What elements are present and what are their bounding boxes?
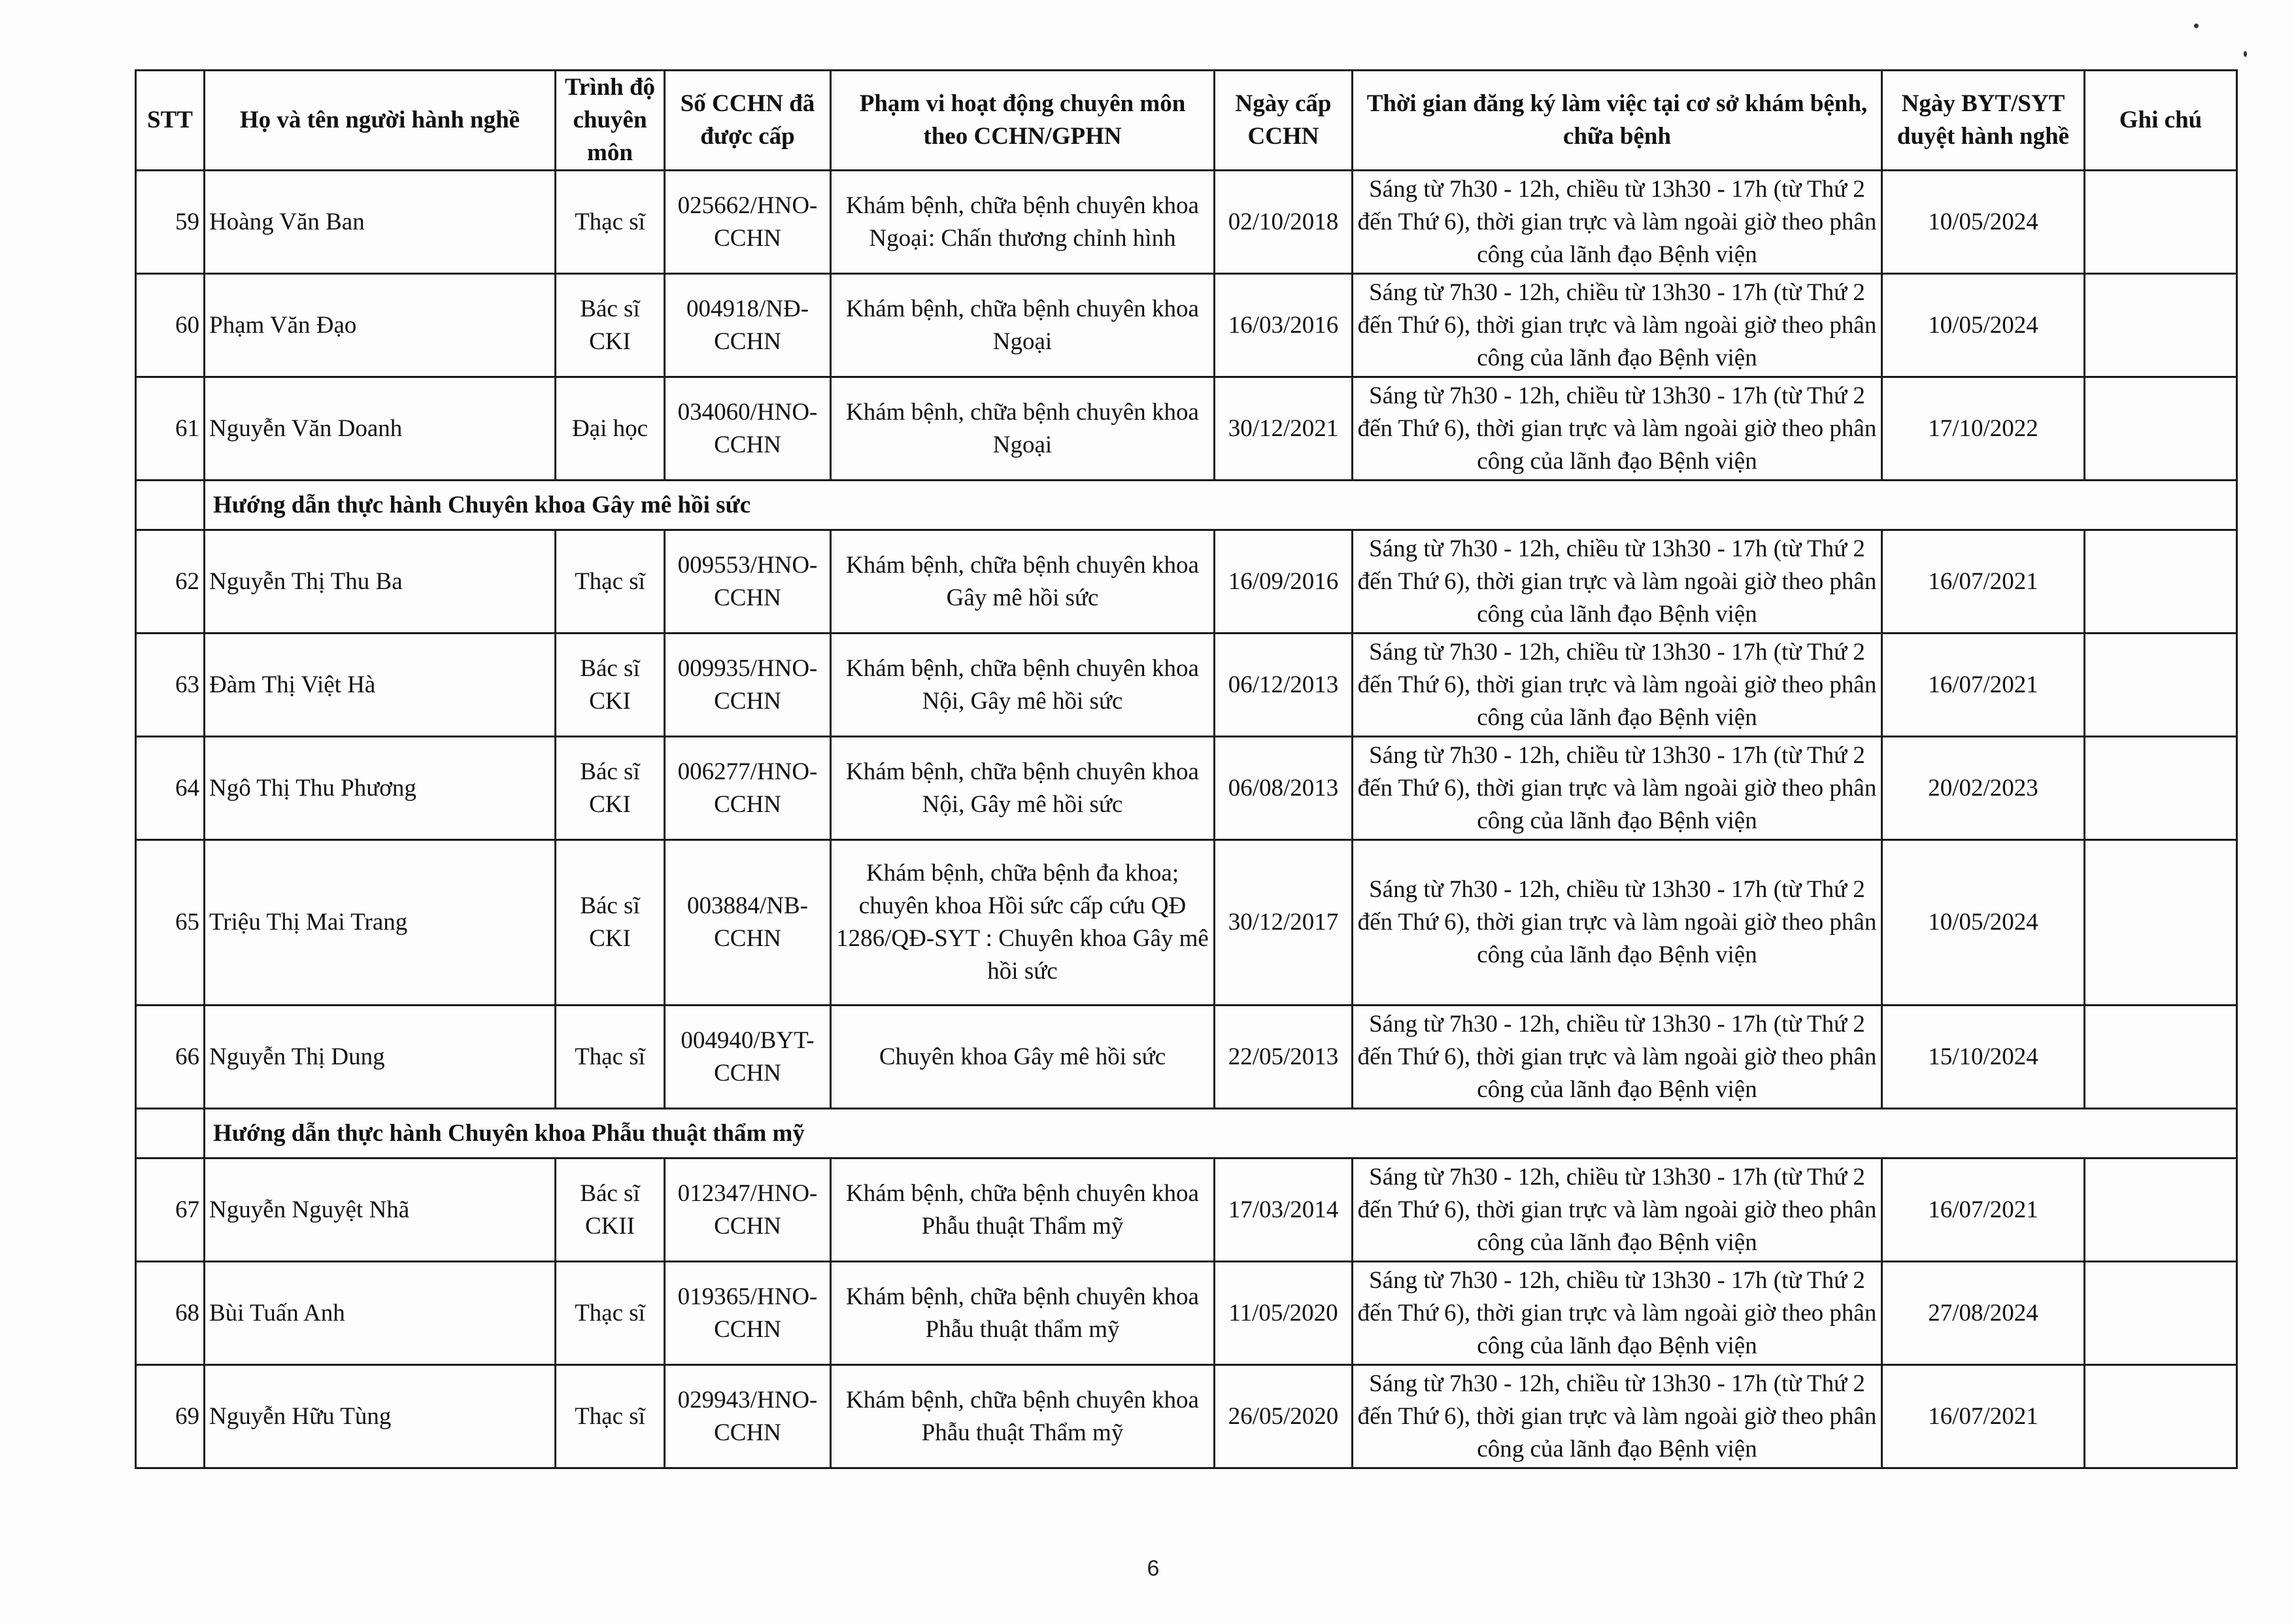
cell-schedule: Sáng từ 7h30 - 12h, chiều từ 13h30 - 17h (từ Thứ 2 đến Thứ 6), thời gian trực và làm ngoài giờ theo phân công của lãnh đạo Bệnh viện — [1353, 737, 1882, 840]
cell-name: Ngô Thị Thu Phương — [205, 737, 556, 840]
cell-issue-date: 26/05/2020 — [1215, 1365, 1353, 1468]
cell-approval-date: 10/05/2024 — [1882, 274, 2085, 377]
table-row — [136, 840, 2237, 1006]
table-row — [136, 274, 2237, 377]
cell-scope: Khám bệnh, chữa bệnh chuyên khoa Ngoại — [831, 274, 1215, 377]
cell-name: Bùi Tuấn Anh — [205, 1262, 556, 1365]
cell-note — [2085, 530, 2237, 634]
table-header — [136, 71, 2237, 171]
cell-license-no: 025662/HNO-CCHN — [665, 171, 831, 274]
header-name: Họ và tên người hành nghề — [205, 71, 556, 171]
cell-level: Thạc sĩ — [556, 1365, 665, 1468]
cell-scope: Khám bệnh, chữa bệnh chuyên khoa Gây mê hồi sức — [831, 530, 1215, 634]
cell-approval-date: 27/08/2024 — [1882, 1262, 2085, 1365]
cell-license-no: 009553/HNO-CCHN — [665, 530, 831, 634]
cell-note — [2085, 171, 2237, 274]
cell-schedule: Sáng từ 7h30 - 12h, chiều từ 13h30 - 17h (từ Thứ 2 đến Thứ 6), thời gian trực và làm ngoài giờ theo phân công của lãnh đạo Bệnh viện — [1353, 1365, 1882, 1468]
cell-issue-date: 11/05/2020 — [1215, 1262, 1353, 1365]
cell-schedule: Sáng từ 7h30 - 12h, chiều từ 13h30 - 17h (từ Thứ 2 đến Thứ 6), thời gian trực và làm ngoài giờ theo phân công của lãnh đạo Bệnh viện — [1353, 274, 1882, 377]
table-row — [136, 1159, 2237, 1262]
scan-speck — [2244, 51, 2247, 57]
cell-stt: 59 — [136, 171, 205, 274]
cell-name: Nguyễn Nguyệt Nhã — [205, 1159, 556, 1262]
cell-stt: 61 — [136, 377, 205, 481]
cell-level: Bác sĩ CKI — [556, 274, 665, 377]
scan-speck — [2194, 24, 2199, 28]
cell-issue-date: 06/12/2013 — [1215, 634, 1353, 737]
cell-name: Nguyễn Văn Doanh — [205, 377, 556, 481]
cell-stt: 68 — [136, 1262, 205, 1365]
section-row — [136, 481, 2237, 530]
section-spacer — [136, 1109, 205, 1159]
cell-stt: 65 — [136, 840, 205, 1006]
cell-stt: 64 — [136, 737, 205, 840]
table-body — [136, 171, 2237, 1468]
cell-level: Bác sĩ CKII — [556, 1159, 665, 1262]
page-number: 6 — [1147, 1556, 1160, 1581]
header-stt: STT — [136, 71, 205, 171]
cell-scope: Khám bệnh, chữa bệnh chuyên khoa Phẫu thuật Thẩm mỹ — [831, 1365, 1215, 1468]
cell-note — [2085, 274, 2237, 377]
cell-name: Phạm Văn Đạo — [205, 274, 556, 377]
cell-stt: 63 — [136, 634, 205, 737]
cell-scope: Khám bệnh, chữa bệnh chuyên khoa Ngoại — [831, 377, 1215, 481]
cell-note — [2085, 1365, 2237, 1468]
cell-scope: Khám bệnh, chữa bệnh chuyên khoa Phẫu thuật thẩm mỹ — [831, 1262, 1215, 1365]
cell-scope: Khám bệnh, chữa bệnh chuyên khoa Nội, Gây mê hồi sức — [831, 737, 1215, 840]
table-row — [136, 634, 2237, 737]
cell-stt: 69 — [136, 1365, 205, 1468]
cell-note — [2085, 1159, 2237, 1262]
cell-level: Bác sĩ CKI — [556, 634, 665, 737]
cell-name: Hoàng Văn Ban — [205, 171, 556, 274]
cell-stt: 62 — [136, 530, 205, 634]
cell-scope: Khám bệnh, chữa bệnh chuyên khoa Nội, Gây mê hồi sức — [831, 634, 1215, 737]
cell-approval-date: 17/10/2022 — [1882, 377, 2085, 481]
cell-approval-date: 20/02/2023 — [1882, 737, 2085, 840]
cell-schedule: Sáng từ 7h30 - 12h, chiều từ 13h30 - 17h (từ Thứ 2 đến Thứ 6), thời gian trực và làm ngoài giờ theo phân công của lãnh đạo Bệnh viện — [1353, 1262, 1882, 1365]
table-row — [136, 1006, 2237, 1109]
section-title: Hướng dẫn thực hành Chuyên khoa Phẫu thuật thẩm mỹ — [205, 1109, 2237, 1159]
cell-approval-date: 16/07/2021 — [1882, 530, 2085, 634]
cell-note — [2085, 737, 2237, 840]
cell-level: Đại học — [556, 377, 665, 481]
cell-license-no: 006277/HNO-CCHN — [665, 737, 831, 840]
cell-approval-date: 10/05/2024 — [1882, 171, 2085, 274]
cell-license-no: 012347/HNO-CCHN — [665, 1159, 831, 1262]
cell-approval-date: 10/05/2024 — [1882, 840, 2085, 1006]
cell-note — [2085, 377, 2237, 481]
cell-schedule: Sáng từ 7h30 - 12h, chiều từ 13h30 - 17h (từ Thứ 2 đến Thứ 6), thời gian trực và làm ngoài giờ theo phân công của lãnh đạo Bệnh viện — [1353, 1006, 1882, 1109]
table-row — [136, 1262, 2237, 1365]
cell-license-no: 029943/HNO-CCHN — [665, 1365, 831, 1468]
header-level: Trình độ chuyên môn — [556, 71, 665, 171]
cell-scope: Khám bệnh, chữa bệnh đa khoa; chuyên khoa Hồi sức cấp cứu QĐ 1286/QĐ-SYT : Chuyên khoa Gây mê hồi sức — [831, 840, 1215, 1006]
header-row — [136, 71, 2237, 171]
cell-level: Thạc sĩ — [556, 1262, 665, 1365]
cell-license-no: 004940/BYT-CCHN — [665, 1006, 831, 1109]
cell-issue-date: 30/12/2017 — [1215, 840, 1353, 1006]
cell-issue-date: 16/03/2016 — [1215, 274, 1353, 377]
table-row — [136, 530, 2237, 634]
cell-approval-date: 16/07/2021 — [1882, 1365, 2085, 1468]
cell-issue-date: 02/10/2018 — [1215, 171, 1353, 274]
cell-name: Nguyễn Thị Thu Ba — [205, 530, 556, 634]
section-spacer — [136, 481, 205, 530]
cell-stt: 67 — [136, 1159, 205, 1262]
cell-approval-date: 16/07/2021 — [1882, 634, 2085, 737]
cell-stt: 60 — [136, 274, 205, 377]
cell-license-no: 003884/NB-CCHN — [665, 840, 831, 1006]
table-row — [136, 171, 2237, 274]
cell-schedule: Sáng từ 7h30 - 12h, chiều từ 13h30 - 17h (từ Thứ 2 đến Thứ 6), thời gian trực và làm ngoài giờ theo phân công của lãnh đạo Bệnh viện — [1353, 1159, 1882, 1262]
cell-issue-date: 22/05/2013 — [1215, 1006, 1353, 1109]
cell-name: Triệu Thị Mai Trang — [205, 840, 556, 1006]
cell-name: Nguyễn Hữu Tùng — [205, 1365, 556, 1468]
table-row — [136, 1365, 2237, 1468]
cell-license-no: 019365/HNO-CCHN — [665, 1262, 831, 1365]
header-license-no: Số CCHN đã được cấp — [665, 71, 831, 171]
cell-scope: Khám bệnh, chữa bệnh chuyên khoa Ngoại: Chấn thương chỉnh hình — [831, 171, 1215, 274]
cell-level: Bác sĩ CKI — [556, 737, 665, 840]
cell-name: Đàm Thị Việt Hà — [205, 634, 556, 737]
cell-issue-date: 30/12/2021 — [1215, 377, 1353, 481]
table-row — [136, 737, 2237, 840]
cell-license-no: 009935/HNO-CCHN — [665, 634, 831, 737]
cell-license-no: 034060/HNO-CCHN — [665, 377, 831, 481]
cell-issue-date: 16/09/2016 — [1215, 530, 1353, 634]
header-issue-date: Ngày cấp CCHN — [1215, 71, 1353, 171]
cell-note — [2085, 1006, 2237, 1109]
cell-name: Nguyễn Thị Dung — [205, 1006, 556, 1109]
cell-scope: Chuyên khoa Gây mê hồi sức — [831, 1006, 1215, 1109]
table-row — [136, 377, 2237, 481]
cell-stt: 66 — [136, 1006, 205, 1109]
practitioner-table — [135, 69, 2238, 1469]
cell-schedule: Sáng từ 7h30 - 12h, chiều từ 13h30 - 17h (từ Thứ 2 đến Thứ 6), thời gian trực và làm ngoài giờ theo phân công của lãnh đạo Bệnh viện — [1353, 377, 1882, 481]
cell-note — [2085, 840, 2237, 1006]
cell-level: Thạc sĩ — [556, 171, 665, 274]
header-schedule: Thời gian đăng ký làm việc tại cơ sở khám bệnh, chữa bệnh — [1353, 71, 1882, 171]
cell-note — [2085, 634, 2237, 737]
cell-issue-date: 17/03/2014 — [1215, 1159, 1353, 1262]
section-title: Hướng dẫn thực hành Chuyên khoa Gây mê hồi sức — [205, 481, 2237, 530]
cell-schedule: Sáng từ 7h30 - 12h, chiều từ 13h30 - 17h (từ Thứ 2 đến Thứ 6), thời gian trực và làm ngoài giờ theo phân công của lãnh đạo Bệnh viện — [1353, 840, 1882, 1006]
cell-schedule: Sáng từ 7h30 - 12h, chiều từ 13h30 - 17h (từ Thứ 2 đến Thứ 6), thời gian trực và làm ngoài giờ theo phân công của lãnh đạo Bệnh viện — [1353, 634, 1882, 737]
cell-schedule: Sáng từ 7h30 - 12h, chiều từ 13h30 - 17h (từ Thứ 2 đến Thứ 6), thời gian trực và làm ngoài giờ theo phân công của lãnh đạo Bệnh viện — [1353, 530, 1882, 634]
section-row — [136, 1109, 2237, 1159]
header-note: Ghi chú — [2085, 71, 2237, 171]
cell-level: Thạc sĩ — [556, 1006, 665, 1109]
cell-approval-date: 15/10/2024 — [1882, 1006, 2085, 1109]
cell-scope: Khám bệnh, chữa bệnh chuyên khoa Phẫu thuật Thẩm mỹ — [831, 1159, 1215, 1262]
cell-issue-date: 06/08/2013 — [1215, 737, 1353, 840]
cell-level: Thạc sĩ — [556, 530, 665, 634]
cell-schedule: Sáng từ 7h30 - 12h, chiều từ 13h30 - 17h (từ Thứ 2 đến Thứ 6), thời gian trực và làm ngoài giờ theo phân công của lãnh đạo Bệnh viện — [1353, 171, 1882, 274]
header-scope: Phạm vi hoạt động chuyên môn theo CCHN/GPHN — [831, 71, 1215, 171]
cell-note — [2085, 1262, 2237, 1365]
cell-level: Bác sĩ CKI — [556, 840, 665, 1006]
header-approval-date: Ngày BYT/SYT duyệt hành nghề — [1882, 71, 2085, 171]
cell-approval-date: 16/07/2021 — [1882, 1159, 2085, 1262]
cell-license-no: 004918/NĐ-CCHN — [665, 274, 831, 377]
